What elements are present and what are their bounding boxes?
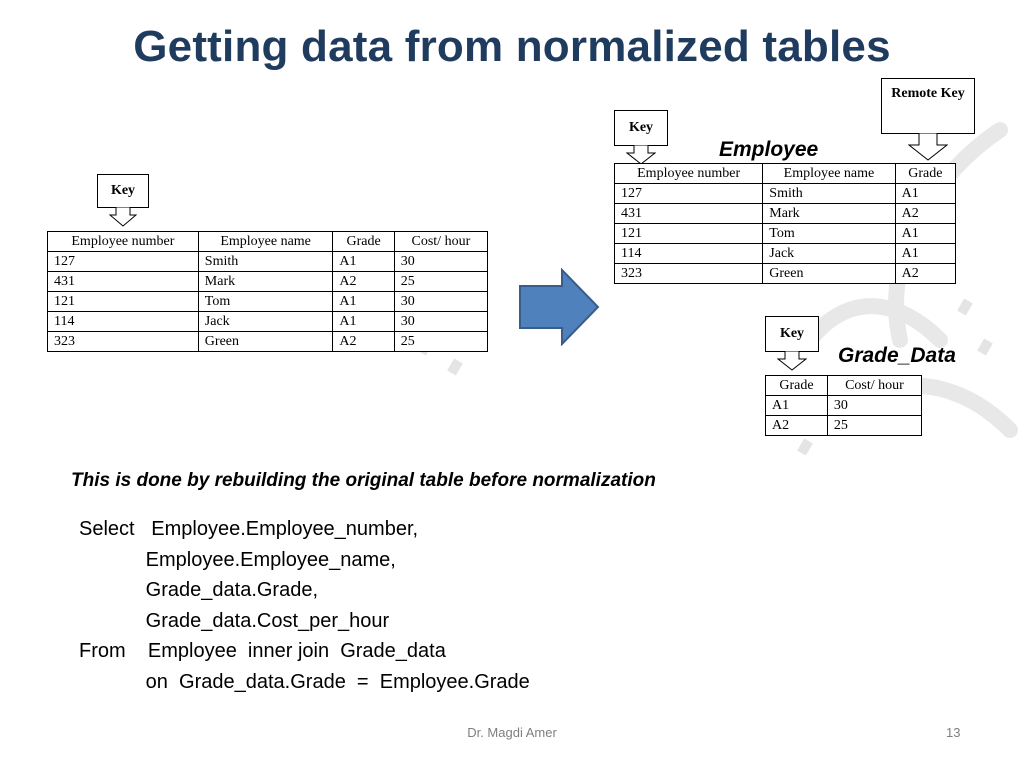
table-header-row — [615, 164, 956, 184]
column-header: Grade — [333, 232, 394, 252]
table-cell: 114 — [615, 244, 763, 264]
table-cell: Green — [198, 332, 333, 352]
table-cell: Tom — [198, 292, 333, 312]
remote-key-callout — [881, 78, 975, 162]
column-header: Employee number — [615, 164, 763, 184]
employee-table-label: Employee — [719, 138, 819, 161]
table-row — [615, 184, 956, 204]
table-cell: A1 — [333, 312, 394, 332]
table-cell: A1 — [895, 224, 955, 244]
table-cell: Mark — [198, 272, 333, 292]
table-row — [48, 312, 488, 332]
table-cell: A2 — [895, 264, 955, 284]
table-cell: A2 — [333, 272, 394, 292]
column-header: Employee name — [198, 232, 333, 252]
table-cell: 30 — [394, 292, 487, 312]
grade-table — [765, 375, 922, 436]
table-cell: 30 — [394, 312, 487, 332]
key-callout-employee — [614, 110, 668, 164]
table-cell: Smith — [198, 252, 333, 272]
table-cell: 25 — [827, 416, 921, 436]
sql-line: on Grade_data.Grade = Employee.Grade — [79, 670, 530, 693]
sql-line: Select Employee.Employee_number, — [79, 518, 419, 540]
sql-line: Grade_data.Cost_per_hour — [79, 609, 390, 632]
column-header: Cost/ hour — [394, 232, 487, 252]
column-header: Grade — [766, 376, 828, 396]
slide-title: Getting data from normalized tables — [133, 22, 891, 71]
table-header-row — [48, 232, 488, 252]
table-cell: 121 — [615, 224, 763, 244]
table-row — [615, 244, 956, 264]
table-cell: 127 — [615, 184, 763, 204]
down-arrow-icon — [626, 145, 656, 165]
table-cell: Jack — [198, 312, 333, 332]
key-callout-original — [97, 174, 149, 226]
table-cell: Jack — [763, 244, 895, 264]
column-header: Employee number — [48, 232, 199, 252]
sql-line: Employee.Employee_name, — [79, 548, 396, 571]
table-row — [615, 224, 956, 244]
sql-query — [79, 514, 530, 697]
column-header: Employee name — [763, 164, 895, 184]
footer-author: Dr. Magdi Amer — [467, 725, 557, 740]
table-cell: A2 — [333, 332, 394, 352]
key-callout-grade — [765, 316, 819, 370]
table-cell: 431 — [615, 204, 763, 224]
table-cell: A1 — [333, 292, 394, 312]
table-row — [48, 252, 488, 272]
table-cell: A2 — [766, 416, 828, 436]
grade-table-label: Grade_Data — [838, 344, 956, 367]
table-cell: Smith — [763, 184, 895, 204]
key-label: Key — [765, 316, 819, 352]
explanation-note: This is done by rebuilding the original table before normalization — [71, 470, 656, 491]
key-label: Key — [614, 110, 668, 146]
table-row — [615, 264, 956, 284]
column-header: Grade — [895, 164, 955, 184]
table-cell: A1 — [333, 252, 394, 272]
down-arrow-icon — [777, 351, 807, 371]
table-header-row — [766, 376, 922, 396]
sql-line: From Employee inner join Grade_data — [79, 640, 446, 662]
table-cell: 323 — [48, 332, 199, 352]
table-cell: A1 — [766, 396, 828, 416]
table-cell: 121 — [48, 292, 199, 312]
down-arrow-icon — [109, 207, 137, 227]
table-row — [48, 292, 488, 312]
table-cell: 25 — [394, 272, 487, 292]
page-number: 13 — [946, 725, 961, 740]
remote-key-label: Remote Key — [881, 78, 975, 134]
column-header: Cost/ hour — [827, 376, 921, 396]
table-cell: Green — [763, 264, 895, 284]
key-label: Key — [97, 174, 149, 208]
table-cell: 323 — [615, 264, 763, 284]
table-cell: A1 — [895, 244, 955, 264]
table-cell: 30 — [394, 252, 487, 272]
table-cell: 127 — [48, 252, 199, 272]
sql-line: Grade_data.Grade, — [79, 579, 319, 601]
table-cell: 25 — [394, 332, 487, 352]
table-cell: 431 — [48, 272, 199, 292]
table-row — [615, 204, 956, 224]
table-row — [48, 332, 488, 352]
table-cell: 114 — [48, 312, 199, 332]
table-cell: A2 — [895, 204, 955, 224]
employee-table — [614, 163, 956, 284]
table-row — [766, 416, 922, 436]
table-cell: Tom — [763, 224, 895, 244]
original-table — [47, 231, 488, 352]
table-cell: Mark — [763, 204, 895, 224]
table-row — [48, 272, 488, 292]
down-arrow-icon — [908, 133, 948, 161]
table-cell: 30 — [827, 396, 921, 416]
table-row — [766, 396, 922, 416]
table-cell: A1 — [895, 184, 955, 204]
right-arrow-icon — [518, 268, 600, 346]
